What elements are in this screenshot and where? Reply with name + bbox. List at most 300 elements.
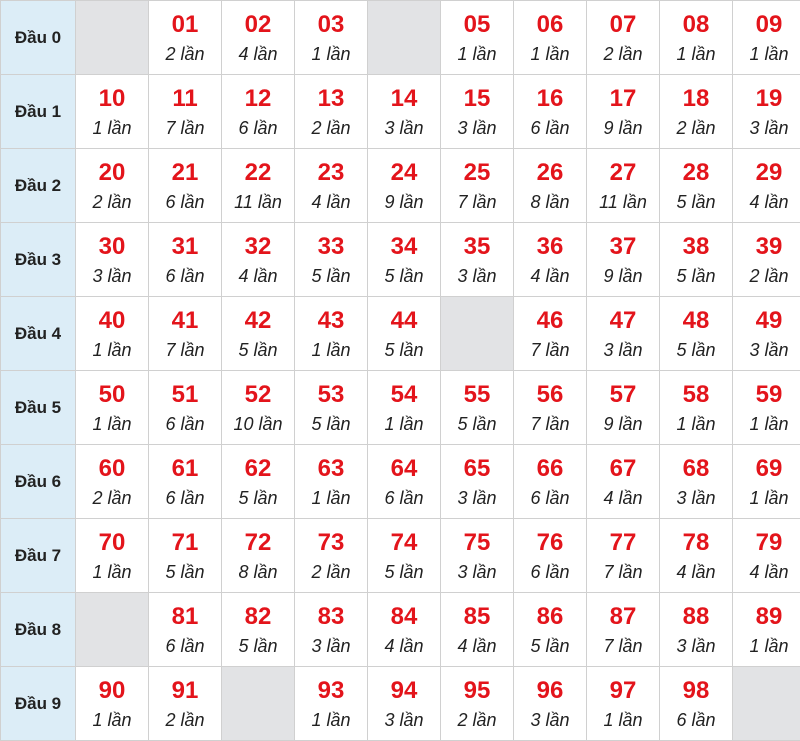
- number-cell: [514, 445, 587, 519]
- number-cell: [733, 519, 800, 593]
- number-cell: [441, 667, 514, 741]
- occurrence-count: 1 lần: [295, 339, 367, 361]
- occurrence-count: 4 lần: [368, 635, 440, 657]
- lottery-number: 12: [222, 85, 294, 113]
- occurrence-count: 2 lần: [733, 265, 800, 287]
- lottery-number: 03: [295, 11, 367, 39]
- occurrence-count: 8 lần: [514, 191, 586, 213]
- occurrence-count: 5 lần: [222, 487, 294, 509]
- row-header: Đầu 4: [1, 297, 76, 371]
- lottery-number: 59: [733, 381, 800, 409]
- number-cell: [441, 445, 514, 519]
- number-cell: [441, 223, 514, 297]
- occurrence-count: 2 lần: [149, 43, 221, 65]
- lottery-number: 86: [514, 603, 586, 631]
- occurrence-count: 6 lần: [514, 561, 586, 583]
- lottery-number: 46: [514, 307, 586, 335]
- occurrence-count: 1 lần: [733, 43, 800, 65]
- lottery-number: 15: [441, 85, 513, 113]
- lottery-number: 72: [222, 529, 294, 557]
- empty-cell: [222, 667, 295, 741]
- lottery-number: 57: [587, 381, 659, 409]
- lottery-number: 90: [76, 677, 148, 705]
- number-cell: [149, 75, 222, 149]
- number-cell: [587, 371, 660, 445]
- occurrence-count: 2 lần: [76, 191, 148, 213]
- lottery-number: 16: [514, 85, 586, 113]
- occurrence-count: 6 lần: [514, 487, 586, 509]
- number-cell: [660, 593, 733, 667]
- lottery-number: 62: [222, 455, 294, 483]
- number-cell: [514, 149, 587, 223]
- table-row: [1, 445, 800, 519]
- occurrence-count: 4 lần: [733, 561, 800, 583]
- table-row: [1, 297, 800, 371]
- occurrence-count: 6 lần: [149, 191, 221, 213]
- occurrence-count: 1 lần: [733, 413, 800, 435]
- number-cell: [149, 149, 222, 223]
- lottery-number: 64: [368, 455, 440, 483]
- lottery-number: 29: [733, 159, 800, 187]
- number-cell: [660, 445, 733, 519]
- number-cell: [733, 75, 800, 149]
- occurrence-count: 1 lần: [660, 413, 732, 435]
- occurrence-count: 1 lần: [295, 487, 367, 509]
- occurrence-count: 7 lần: [514, 339, 586, 361]
- lottery-number: 81: [149, 603, 221, 631]
- lottery-number: 19: [733, 85, 800, 113]
- occurrence-count: 2 lần: [587, 43, 659, 65]
- lottery-number: 23: [295, 159, 367, 187]
- number-cell: [660, 297, 733, 371]
- number-cell: [149, 297, 222, 371]
- occurrence-count: 4 lần: [587, 487, 659, 509]
- lottery-number: 60: [76, 455, 148, 483]
- number-cell: [295, 1, 368, 75]
- lottery-number: 49: [733, 307, 800, 335]
- number-cell: [441, 371, 514, 445]
- number-cell: [733, 1, 800, 75]
- lottery-number: 11: [149, 85, 221, 113]
- occurrence-count: 1 lần: [514, 43, 586, 65]
- occurrence-count: 7 lần: [149, 117, 221, 139]
- lottery-number: 18: [660, 85, 732, 113]
- number-cell: [514, 297, 587, 371]
- lottery-number: 74: [368, 529, 440, 557]
- number-cell: [587, 297, 660, 371]
- lottery-number: 44: [368, 307, 440, 335]
- occurrence-count: 1 lần: [76, 117, 148, 139]
- number-cell: [733, 593, 800, 667]
- table-row: [1, 1, 800, 75]
- number-cell: [587, 75, 660, 149]
- occurrence-count: 2 lần: [295, 117, 367, 139]
- occurrence-count: 1 lần: [368, 413, 440, 435]
- occurrence-count: 7 lần: [587, 635, 659, 657]
- number-cell: [587, 445, 660, 519]
- occurrence-count: 2 lần: [660, 117, 732, 139]
- lottery-number: 21: [149, 159, 221, 187]
- number-cell: [441, 519, 514, 593]
- number-cell: [76, 297, 149, 371]
- number-cell: [514, 593, 587, 667]
- lottery-number: 39: [733, 233, 800, 261]
- empty-cell: [733, 667, 800, 741]
- lottery-number: 01: [149, 11, 221, 39]
- number-cell: [368, 297, 441, 371]
- lottery-number: 65: [441, 455, 513, 483]
- occurrence-count: 3 lần: [514, 709, 586, 731]
- lottery-number: 84: [368, 603, 440, 631]
- number-cell: [660, 75, 733, 149]
- occurrence-count: 2 lần: [149, 709, 221, 731]
- occurrence-count: 1 lần: [295, 709, 367, 731]
- number-cell: [514, 371, 587, 445]
- number-cell: [441, 149, 514, 223]
- occurrence-count: 9 lần: [587, 117, 659, 139]
- lottery-number: 93: [295, 677, 367, 705]
- number-cell: [295, 445, 368, 519]
- number-cell: [587, 1, 660, 75]
- lottery-number: 20: [76, 159, 148, 187]
- number-cell: [295, 371, 368, 445]
- occurrence-count: 5 lần: [222, 339, 294, 361]
- lottery-number: 87: [587, 603, 659, 631]
- number-cell: [149, 371, 222, 445]
- frequency-table-body: [1, 1, 800, 741]
- occurrence-count: 4 lần: [295, 191, 367, 213]
- occurrence-count: 6 lần: [368, 487, 440, 509]
- empty-cell: [368, 1, 441, 75]
- occurrence-count: 6 lần: [514, 117, 586, 139]
- lottery-number: 37: [587, 233, 659, 261]
- lottery-number: 28: [660, 159, 732, 187]
- number-cell: [441, 593, 514, 667]
- number-cell: [587, 593, 660, 667]
- lottery-number: 53: [295, 381, 367, 409]
- occurrence-count: 1 lần: [733, 635, 800, 657]
- number-cell: [514, 75, 587, 149]
- number-cell: [587, 519, 660, 593]
- occurrence-count: 5 lần: [368, 561, 440, 583]
- occurrence-count: 1 lần: [441, 43, 513, 65]
- occurrence-count: 1 lần: [660, 43, 732, 65]
- lottery-number: 63: [295, 455, 367, 483]
- table-row: [1, 75, 800, 149]
- number-cell: [76, 75, 149, 149]
- lottery-number: 08: [660, 11, 732, 39]
- occurrence-count: 1 lần: [76, 561, 148, 583]
- lottery-number: 75: [441, 529, 513, 557]
- occurrence-count: 4 lần: [660, 561, 732, 583]
- lottery-number: 27: [587, 159, 659, 187]
- occurrence-count: 8 lần: [222, 561, 294, 583]
- number-cell: [368, 519, 441, 593]
- lottery-number: 61: [149, 455, 221, 483]
- number-cell: [76, 223, 149, 297]
- occurrence-count: 3 lần: [733, 339, 800, 361]
- number-cell: [368, 75, 441, 149]
- number-cell: [222, 1, 295, 75]
- occurrence-count: 10 lần: [222, 413, 294, 435]
- number-cell: [76, 519, 149, 593]
- number-cell: [733, 371, 800, 445]
- lottery-number: 02: [222, 11, 294, 39]
- number-cell: [660, 1, 733, 75]
- occurrence-count: 3 lần: [368, 117, 440, 139]
- occurrence-count: 7 lần: [587, 561, 659, 583]
- number-cell: [149, 593, 222, 667]
- number-cell: [660, 223, 733, 297]
- number-cell: [222, 223, 295, 297]
- occurrence-count: 4 lần: [733, 191, 800, 213]
- occurrence-count: 6 lần: [222, 117, 294, 139]
- lottery-number: 17: [587, 85, 659, 113]
- number-cell: [587, 223, 660, 297]
- occurrence-count: 9 lần: [587, 265, 659, 287]
- lottery-number: 88: [660, 603, 732, 631]
- occurrence-count: 1 lần: [733, 487, 800, 509]
- number-cell: [295, 223, 368, 297]
- occurrence-count: 5 lần: [660, 265, 732, 287]
- empty-cell: [76, 593, 149, 667]
- number-cell: [222, 297, 295, 371]
- lottery-number: 41: [149, 307, 221, 335]
- number-cell: [149, 519, 222, 593]
- lottery-number: 83: [295, 603, 367, 631]
- lottery-number: 89: [733, 603, 800, 631]
- number-cell: [222, 593, 295, 667]
- occurrence-count: 5 lần: [514, 635, 586, 657]
- lottery-number: 09: [733, 11, 800, 39]
- occurrence-count: 5 lần: [222, 635, 294, 657]
- occurrence-count: 3 lần: [441, 117, 513, 139]
- row-header: Đầu 8: [1, 593, 76, 667]
- occurrence-count: 5 lần: [149, 561, 221, 583]
- lottery-number: 55: [441, 381, 513, 409]
- lottery-number: 36: [514, 233, 586, 261]
- number-cell: [441, 75, 514, 149]
- number-cell: [514, 1, 587, 75]
- occurrence-count: 5 lần: [660, 339, 732, 361]
- lottery-number: 47: [587, 307, 659, 335]
- occurrence-count: 9 lần: [368, 191, 440, 213]
- occurrence-count: 6 lần: [149, 635, 221, 657]
- row-header: Đầu 7: [1, 519, 76, 593]
- lottery-number: 31: [149, 233, 221, 261]
- lottery-number: 78: [660, 529, 732, 557]
- lottery-number: 25: [441, 159, 513, 187]
- lottery-number: 66: [514, 455, 586, 483]
- occurrence-count: 1 lần: [76, 413, 148, 435]
- occurrence-count: 6 lần: [149, 487, 221, 509]
- table-row: [1, 519, 800, 593]
- occurrence-count: 1 lần: [295, 43, 367, 65]
- occurrence-count: 7 lần: [514, 413, 586, 435]
- row-header: Đầu 5: [1, 371, 76, 445]
- lottery-number: 70: [76, 529, 148, 557]
- lottery-number: 56: [514, 381, 586, 409]
- number-cell: [295, 149, 368, 223]
- lottery-number: 58: [660, 381, 732, 409]
- lottery-number: 73: [295, 529, 367, 557]
- number-cell: [222, 519, 295, 593]
- number-cell: [660, 519, 733, 593]
- occurrence-count: 9 lần: [587, 413, 659, 435]
- occurrence-count: 6 lần: [149, 413, 221, 435]
- row-header: Đầu 1: [1, 75, 76, 149]
- empty-cell: [441, 297, 514, 371]
- lottery-number: 35: [441, 233, 513, 261]
- number-cell: [733, 223, 800, 297]
- occurrence-count: 3 lần: [441, 265, 513, 287]
- occurrence-count: 5 lần: [295, 413, 367, 435]
- lottery-number: 97: [587, 677, 659, 705]
- lottery-number: 76: [514, 529, 586, 557]
- lottery-number: 69: [733, 455, 800, 483]
- number-cell: [733, 297, 800, 371]
- lottery-number: 68: [660, 455, 732, 483]
- lottery-number: 94: [368, 677, 440, 705]
- occurrence-count: 3 lần: [441, 487, 513, 509]
- lottery-number: 79: [733, 529, 800, 557]
- occurrence-count: 2 lần: [76, 487, 148, 509]
- occurrence-count: 3 lần: [441, 561, 513, 583]
- occurrence-count: 6 lần: [149, 265, 221, 287]
- row-header: Đầu 2: [1, 149, 76, 223]
- table-row: [1, 371, 800, 445]
- number-cell: [222, 445, 295, 519]
- number-cell: [149, 1, 222, 75]
- number-cell: [660, 149, 733, 223]
- occurrence-count: 4 lần: [222, 265, 294, 287]
- lottery-number: 54: [368, 381, 440, 409]
- lottery-number: 33: [295, 233, 367, 261]
- occurrence-count: 11 lần: [222, 191, 294, 213]
- lottery-number: 05: [441, 11, 513, 39]
- lottery-number: 38: [660, 233, 732, 261]
- occurrence-count: 5 lần: [660, 191, 732, 213]
- number-cell: [295, 519, 368, 593]
- table-row: [1, 223, 800, 297]
- row-header: Đầu 0: [1, 1, 76, 75]
- number-cell: [149, 445, 222, 519]
- row-header: Đầu 3: [1, 223, 76, 297]
- occurrence-count: 2 lần: [441, 709, 513, 731]
- occurrence-count: 11 lần: [587, 191, 659, 213]
- number-cell: [660, 667, 733, 741]
- number-cell: [149, 667, 222, 741]
- lottery-number: 32: [222, 233, 294, 261]
- lottery-number: 52: [222, 381, 294, 409]
- number-cell: [368, 149, 441, 223]
- lottery-number: 40: [76, 307, 148, 335]
- number-cell: [514, 223, 587, 297]
- lottery-number: 71: [149, 529, 221, 557]
- occurrence-count: 4 lần: [441, 635, 513, 657]
- occurrence-count: 7 lần: [149, 339, 221, 361]
- lottery-number: 10: [76, 85, 148, 113]
- row-header: Đầu 9: [1, 667, 76, 741]
- lottery-number: 07: [587, 11, 659, 39]
- lottery-number: 85: [441, 603, 513, 631]
- number-cell: [222, 149, 295, 223]
- lottery-number: 95: [441, 677, 513, 705]
- number-cell: [295, 667, 368, 741]
- number-cell: [295, 297, 368, 371]
- lottery-number: 22: [222, 159, 294, 187]
- number-cell: [368, 593, 441, 667]
- row-header: Đầu 6: [1, 445, 76, 519]
- lottery-number: 43: [295, 307, 367, 335]
- table-row: [1, 593, 800, 667]
- occurrence-count: 3 lần: [76, 265, 148, 287]
- number-cell: [368, 371, 441, 445]
- occurrence-count: 1 lần: [76, 709, 148, 731]
- occurrence-count: 3 lần: [660, 635, 732, 657]
- lottery-number: 96: [514, 677, 586, 705]
- occurrence-count: 5 lần: [295, 265, 367, 287]
- occurrence-count: 3 lần: [660, 487, 732, 509]
- number-cell: [76, 371, 149, 445]
- lottery-number: 24: [368, 159, 440, 187]
- number-cell: [587, 667, 660, 741]
- number-cell: [441, 1, 514, 75]
- occurrence-count: 3 lần: [587, 339, 659, 361]
- lottery-number: 77: [587, 529, 659, 557]
- number-cell: [733, 445, 800, 519]
- occurrence-count: 3 lần: [733, 117, 800, 139]
- occurrence-count: 4 lần: [514, 265, 586, 287]
- occurrence-count: 1 lần: [587, 709, 659, 731]
- number-cell: [76, 445, 149, 519]
- number-cell: [733, 149, 800, 223]
- lottery-number: 14: [368, 85, 440, 113]
- occurrence-count: 5 lần: [368, 265, 440, 287]
- number-cell: [368, 223, 441, 297]
- number-cell: [295, 75, 368, 149]
- table-row: [1, 667, 800, 741]
- lottery-number: 67: [587, 455, 659, 483]
- number-cell: [587, 149, 660, 223]
- occurrence-count: 5 lần: [441, 413, 513, 435]
- number-cell: [222, 371, 295, 445]
- number-cell: [76, 667, 149, 741]
- lottery-number: 13: [295, 85, 367, 113]
- lottery-number: 98: [660, 677, 732, 705]
- number-cell: [514, 519, 587, 593]
- lottery-number: 48: [660, 307, 732, 335]
- lottery-number: 91: [149, 677, 221, 705]
- number-cell: [368, 667, 441, 741]
- occurrence-count: 7 lần: [441, 191, 513, 213]
- occurrence-count: 3 lần: [295, 635, 367, 657]
- number-cell: [660, 371, 733, 445]
- lottery-number: 51: [149, 381, 221, 409]
- lottery-number: 42: [222, 307, 294, 335]
- number-cell: [368, 445, 441, 519]
- lottery-number: 06: [514, 11, 586, 39]
- occurrence-count: 2 lần: [295, 561, 367, 583]
- lottery-number: 50: [76, 381, 148, 409]
- lottery-number: 34: [368, 233, 440, 261]
- number-cell: [76, 149, 149, 223]
- empty-cell: [76, 1, 149, 75]
- number-cell: [514, 667, 587, 741]
- lottery-number: 26: [514, 159, 586, 187]
- occurrence-count: 6 lần: [660, 709, 732, 731]
- occurrence-count: 4 lần: [222, 43, 294, 65]
